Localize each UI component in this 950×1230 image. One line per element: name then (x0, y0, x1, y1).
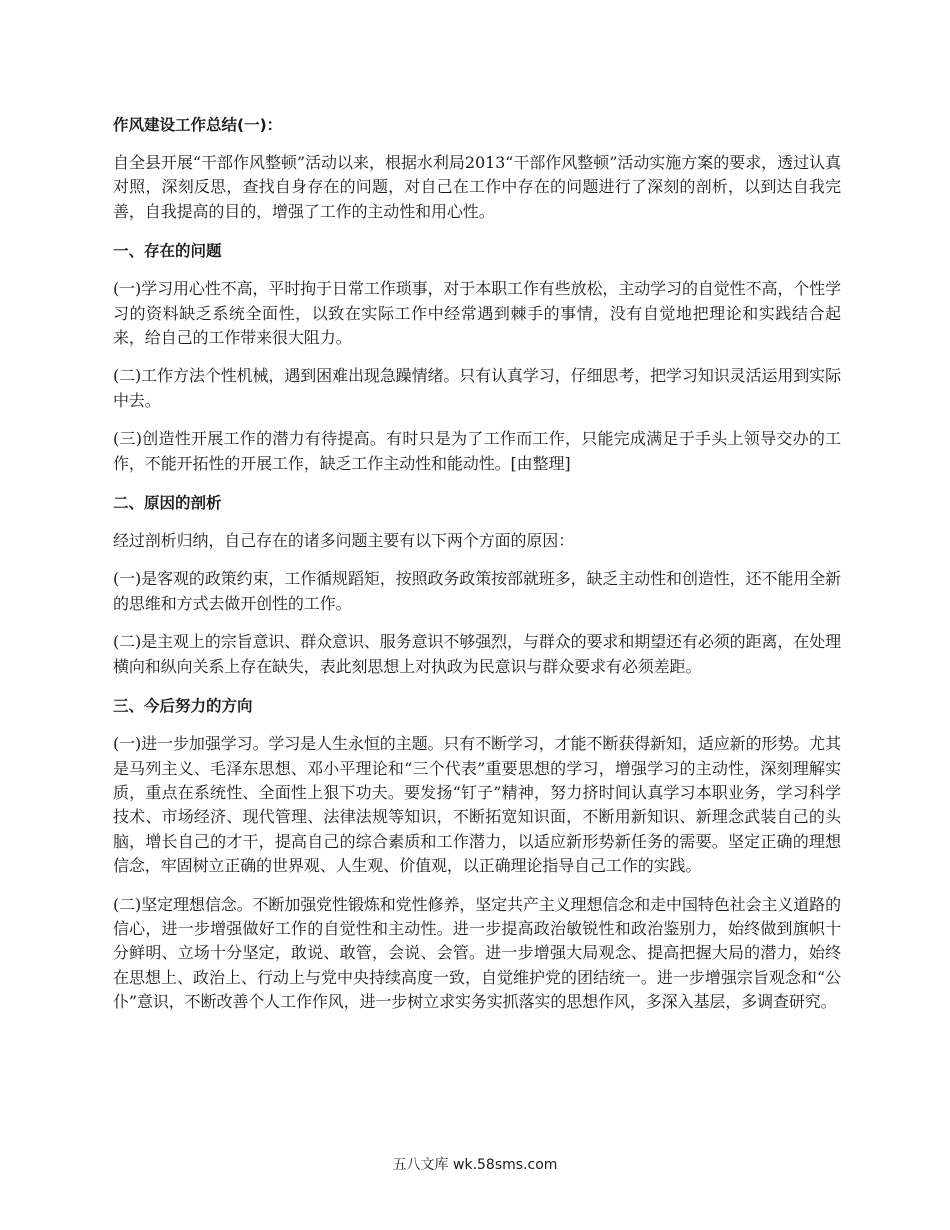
paragraph: (一)是客观的政策约束，工作循规蹈矩，按照政务政策按部就班多，缺乏主动性和创造性，还不能用全新的思维和方式去做开创性的工作。 (113, 569, 841, 613)
paragraph: (二)坚定理想信念。不断加强党性锻炼和党性修养，坚定共产主义理想信念和走中国特色社会主义道路的信心，进一步增强做好工作的自觉性和主动性。进一步提高政治敏锐性和政治鉴别力，始终做到旗帜十分鲜明、立场十分坚定，敢说、敢管，会说、会管。进一步增强大局观念、提高把握大局的潜力，始终在思想上、政治上、行动上与党中央持续高度一致，自觉维护党的团结统一。进一步增强宗旨观念和“公仆”意识，不断改善个人工作作风，进一步树立求实务实抓落实的思想作风，多深入基层，多调查研究。 (113, 894, 841, 1012)
section-heading-direction: 三、今后努力的方向 (113, 697, 253, 716)
section-heading-causes: 二、原因的剖析 (113, 494, 222, 513)
paragraph: 经过剖析归纳，自己存在的诸多问题主要有以下两个方面的原因： (113, 531, 575, 551)
document-title: 作风建设工作总结(一)： (113, 116, 283, 134)
section-heading-problems: 一、存在的问题 (113, 242, 222, 261)
paragraph: (三)创造性开展工作的潜力有待提高。有时只是为了工作而工作，只能完成满足于手头上领导交办的工作，不能开拓性的开展工作，缺乏工作主动性和能动性。[由整理] (113, 429, 841, 473)
paragraph: (一)学习用心性不高，平时拘于日常工作琐事，对于本职工作有些放松，主动学习的自觉性不高，个性学习的资料缺乏系统全面性，以致在实际工作中经常遇到棘手的事情，没有自觉地把理论和实践结合起来，给自己的工作带来很大阻力。 (113, 279, 841, 348)
paragraph: (一)进一步加强学习。学习是人生永恒的主题。只有不断学习，才能不断获得新知，适应新的形势。尤其是马列主义、毛泽东思想、邓小平理论和“三个代表”重要思想的学习，增强学习的主动性，深刻理解实质，重点在系统性、全面性上狠下功夫。要发扬“钉子”精神，努力挤时间认真学习本职业务，学习科学技术、市场经济、现代管理、法律法规等知识，不断拓宽知识面，不断用新知识、新理念武装自己的头脑，增长自己的才干，提高自己的综合素质和工作潜力，以适应新形势新任务的需要。坚定正确的理想信念，牢固树立正确的世界观、人生观、价值观，以正确理论指导自己工作的实践。 (113, 734, 841, 876)
footer-watermark: 五八文库 wk.58sms.com (392, 1157, 558, 1173)
intro-paragraph: 自全县开展“干部作风整顿”活动以来，根据水利局2013“干部作风整顿”活动实施方案的要求，透过认真对照，深刻反思，查找自身存在的问题，对自己在工作中存在的问题进行了深刻的剖析，以到达自我完善，自我提高的目的，增强了工作的主动性和用心性。 (113, 153, 841, 221)
paragraph: (二)工作方法个性机械，遇到困难出现急躁情绪。只有认真学习，仔细思考，把学习知识灵活运用到实际中去。 (113, 366, 841, 410)
document-body (113, 112, 841, 1029)
paragraph: (二)是主观上的宗旨意识、群众意识、服务意识不够强烈，与群众的要求和期望还有必须的距离，在处理横向和纵向关系上存在缺失，表此刻思想上对执政为民意识与群众要求有必须差距。 (113, 632, 841, 676)
